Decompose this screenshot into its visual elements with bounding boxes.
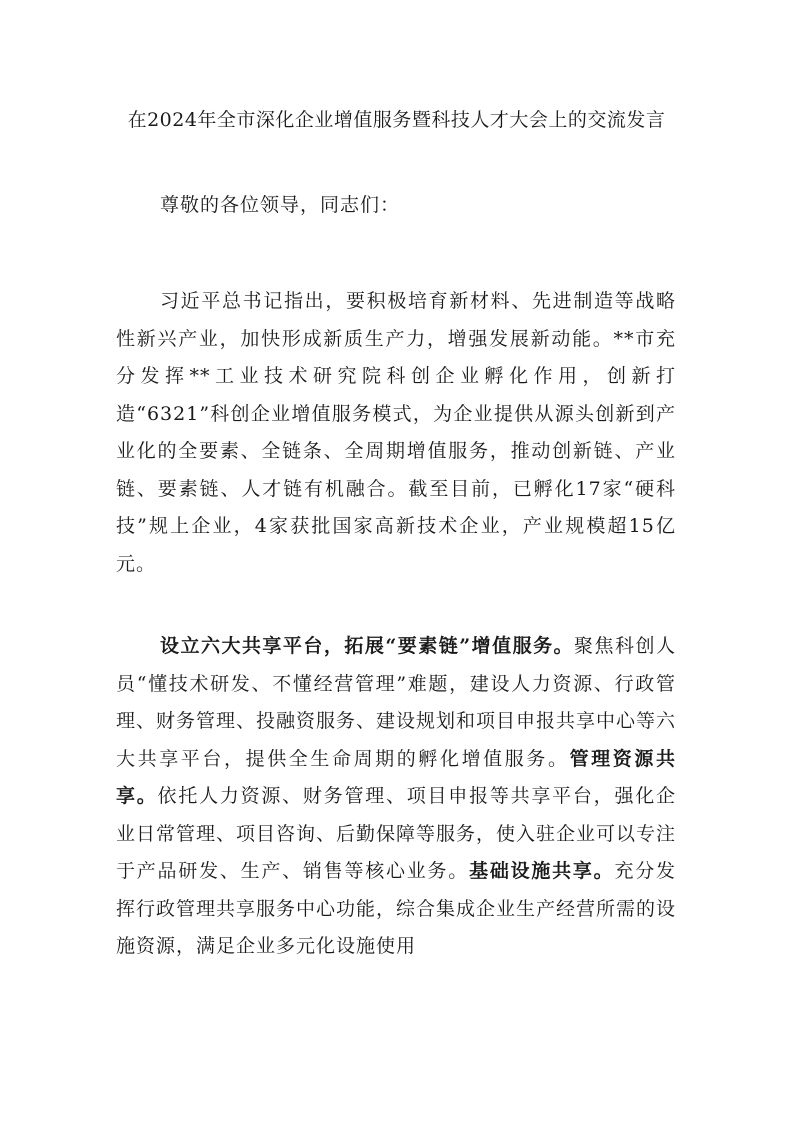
salutation: 尊敬的各位领导，同志们：	[160, 194, 401, 216]
document-title: 在2024年全市深化企业增值服务暨科技人才大会上的交流发言	[127, 109, 666, 131]
subsection-heading-management: 管理资源共享。	[116, 747, 676, 807]
subsection-heading-infrastructure: 基础设施共享。	[469, 860, 615, 882]
subsection-text-management: 依托人力资源、财务管理、项目申报等共享平台，强化企业日常管理、项目咨询、后勤保障等服务，使入驻企业可以专注于产品研发、生产、销售等核心业务。	[116, 785, 677, 882]
subsection-text-infrastructure: 充分发挥行政管理共享服务中心功能，综合集成企业生产经营所需的设施资源，满足企业多元化设施使用	[116, 860, 677, 957]
section-text: 聚焦科创人员“懂技术研发、不懂经营管理”难题，建设人力资源、行政管理、财务管理、投融资服务、建设规划和项目申报共享中心等六大共享平台，提供全生命周期的孵化增值服务。	[116, 635, 677, 770]
section-heading: 设立六大共享平台，拓展“要素链”增值服务。	[160, 635, 575, 657]
paragraph-intro: 习近平总书记指出，要积极培育新材料、先进制造等战略性新兴产业，加快形成新质生产力，增强发展新动能。**市充分发挥**工业技术研究院科创企业孵化作用，创新打造“6321”科创企业增值服务模式，为企业提供从源头创新到产业化的全要素、全链条、全周期增值服务，推动创新链、产业链、要素链、人才链有机融合。截至目前，已孵化17家“硬科技”规上企业，4家获批国家高新技术企业，产业规模超15亿元。	[116, 290, 676, 575]
paragraph-platforms	[116, 628, 676, 966]
